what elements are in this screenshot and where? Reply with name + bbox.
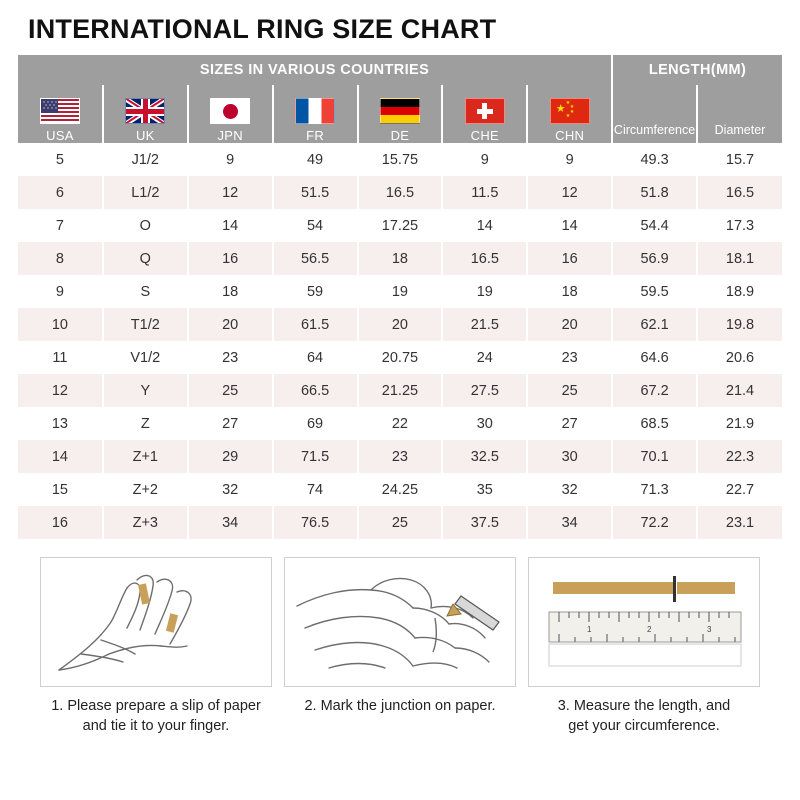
table-cell: 70.1 bbox=[612, 440, 697, 473]
hand-marking-paper-with-pen-illustration bbox=[285, 558, 515, 686]
table-cell: 20.6 bbox=[697, 341, 782, 374]
table-cell: 21.5 bbox=[442, 308, 527, 341]
table-cell: 34 bbox=[188, 506, 273, 539]
table-cell: 74 bbox=[273, 473, 358, 506]
table-cell: 54 bbox=[273, 209, 358, 242]
table-cell: 62.1 bbox=[612, 308, 697, 341]
table-cell: 24.25 bbox=[358, 473, 443, 506]
table-cell: 27 bbox=[188, 407, 273, 440]
table-cell: 34 bbox=[527, 506, 612, 539]
step-1-line-2: and tie it to your finger. bbox=[82, 718, 230, 734]
table-cell: 18 bbox=[188, 275, 273, 308]
table-row bbox=[18, 374, 782, 407]
table-cell: 19.8 bbox=[697, 308, 782, 341]
table-cell: 56.5 bbox=[273, 242, 358, 275]
column-code-uk: UK bbox=[135, 128, 155, 143]
table-row bbox=[18, 473, 782, 506]
table-row bbox=[18, 341, 782, 374]
step-2-line-1: 2. Mark the junction on paper. bbox=[304, 698, 496, 714]
table-cell: 32.5 bbox=[442, 440, 527, 473]
table-row bbox=[18, 308, 782, 341]
table-cell: 54.4 bbox=[612, 209, 697, 242]
table-cell: 14 bbox=[18, 440, 103, 473]
table-cell: 12 bbox=[18, 374, 103, 407]
column-code-de: DE bbox=[390, 128, 410, 143]
table-cell: 27.5 bbox=[442, 374, 527, 407]
flag-japan-icon bbox=[210, 98, 250, 124]
table-cell: 23 bbox=[358, 440, 443, 473]
ring-size-table bbox=[18, 55, 782, 539]
table-cell: 32 bbox=[188, 473, 273, 506]
table-cell: 12 bbox=[527, 176, 612, 209]
table-row bbox=[18, 275, 782, 308]
table-cell: 51.5 bbox=[273, 176, 358, 209]
table-cell: 16.5 bbox=[697, 176, 782, 209]
step-2-caption bbox=[284, 696, 516, 716]
table-row bbox=[18, 440, 782, 473]
table-cell: 7 bbox=[18, 209, 103, 242]
table-cell: 6 bbox=[18, 176, 103, 209]
column-header-jpn bbox=[188, 85, 273, 143]
table-cell: 17.25 bbox=[358, 209, 443, 242]
table-cell: 30 bbox=[442, 407, 527, 440]
table-cell: 25 bbox=[188, 374, 273, 407]
table-cell: 16.5 bbox=[358, 176, 443, 209]
table-cell: 23 bbox=[527, 341, 612, 374]
table-cell: 27 bbox=[527, 407, 612, 440]
table-cell: 24 bbox=[442, 341, 527, 374]
flag-china-icon: ★ ★ ★ ★ ★ bbox=[550, 98, 590, 124]
table-cell: 12 bbox=[188, 176, 273, 209]
table-row bbox=[18, 143, 782, 176]
table-cell: 20.75 bbox=[358, 341, 443, 374]
table-cell: 49.3 bbox=[612, 143, 697, 176]
table-cell: 71.5 bbox=[273, 440, 358, 473]
table-cell: 22.3 bbox=[697, 440, 782, 473]
table-cell: 61.5 bbox=[273, 308, 358, 341]
table-cell: 14 bbox=[527, 209, 612, 242]
table-cell: V1/2 bbox=[103, 341, 188, 374]
table-cell: 25 bbox=[527, 374, 612, 407]
table-cell: 25 bbox=[358, 506, 443, 539]
group-header-countries: SIZES IN VARIOUS COUNTRIES bbox=[18, 55, 612, 85]
step-3 bbox=[528, 557, 760, 736]
table-cell: 9 bbox=[442, 143, 527, 176]
flag-header-row bbox=[18, 85, 782, 143]
column-header-fr bbox=[273, 85, 358, 143]
step-2-image bbox=[284, 557, 516, 687]
table-cell: 20 bbox=[188, 308, 273, 341]
table-cell: 21.4 bbox=[697, 374, 782, 407]
table-cell: 22.7 bbox=[697, 473, 782, 506]
table-cell: 76.5 bbox=[273, 506, 358, 539]
svg-text:2: 2 bbox=[647, 625, 652, 634]
flag-usa-icon bbox=[40, 98, 80, 124]
table-cell: 56.9 bbox=[612, 242, 697, 275]
column-code-jpn: JPN bbox=[217, 128, 243, 143]
table-row bbox=[18, 506, 782, 539]
table-cell: 14 bbox=[442, 209, 527, 242]
table-cell: 21.25 bbox=[358, 374, 443, 407]
column-header-usa bbox=[18, 85, 103, 143]
table-row bbox=[18, 407, 782, 440]
table-cell: 14 bbox=[188, 209, 273, 242]
table-cell: 11.5 bbox=[442, 176, 527, 209]
svg-text:3: 3 bbox=[707, 625, 712, 634]
table-cell: 11 bbox=[18, 341, 103, 374]
step-1-image bbox=[40, 557, 272, 687]
step-1 bbox=[40, 557, 272, 736]
table-cell: T1/2 bbox=[103, 308, 188, 341]
table-cell: 22 bbox=[358, 407, 443, 440]
table-cell: 16 bbox=[188, 242, 273, 275]
table-cell: Z+2 bbox=[103, 473, 188, 506]
table-cell: 8 bbox=[18, 242, 103, 275]
column-header-diameter bbox=[697, 85, 782, 143]
table-cell: Z+3 bbox=[103, 506, 188, 539]
step-2 bbox=[284, 557, 516, 736]
table-cell: 18 bbox=[358, 242, 443, 275]
table-cell: 15.75 bbox=[358, 143, 443, 176]
flag-uk-icon bbox=[125, 98, 165, 124]
table-cell: 32 bbox=[527, 473, 612, 506]
table-cell: 18.1 bbox=[697, 242, 782, 275]
step-3-caption bbox=[528, 696, 760, 736]
table-cell: 66.5 bbox=[273, 374, 358, 407]
svg-text:1: 1 bbox=[587, 625, 592, 634]
table-cell: 35 bbox=[442, 473, 527, 506]
group-header-row bbox=[18, 55, 782, 85]
table-cell: Z+1 bbox=[103, 440, 188, 473]
column-label-circumference: Circumference bbox=[613, 123, 696, 137]
step-3-image bbox=[528, 557, 760, 687]
table-header bbox=[18, 55, 782, 143]
step-1-line-1: 1. Please prepare a slip of paper bbox=[51, 698, 261, 714]
ruler-measuring-paper-strip-illustration bbox=[529, 558, 759, 686]
flag-germany-icon bbox=[380, 98, 420, 124]
column-header-uk bbox=[103, 85, 188, 143]
column-code-chn: CHN bbox=[555, 128, 585, 143]
flag-switzerland-icon bbox=[465, 98, 505, 124]
table-cell: O bbox=[103, 209, 188, 242]
table-cell: 72.2 bbox=[612, 506, 697, 539]
step-3-line-1: 3. Measure the length, and bbox=[557, 698, 731, 714]
table-row bbox=[18, 176, 782, 209]
column-label-diameter: Diameter bbox=[714, 123, 766, 137]
table-cell: 20 bbox=[527, 308, 612, 341]
table-cell: 19 bbox=[442, 275, 527, 308]
table-body bbox=[18, 143, 782, 539]
table-cell: 15 bbox=[18, 473, 103, 506]
table-cell: 19 bbox=[358, 275, 443, 308]
table-cell: 10 bbox=[18, 308, 103, 341]
table-cell: 5 bbox=[18, 143, 103, 176]
column-header-che bbox=[442, 85, 527, 143]
column-code-fr: FR bbox=[306, 128, 325, 143]
instructions-section bbox=[18, 557, 782, 736]
table-cell: 23.1 bbox=[697, 506, 782, 539]
step-3-line-2: get your circumference. bbox=[568, 718, 720, 734]
table-row bbox=[18, 209, 782, 242]
table-cell: 69 bbox=[273, 407, 358, 440]
table-cell: 64.6 bbox=[612, 341, 697, 374]
table-cell: 18 bbox=[527, 275, 612, 308]
table-cell: 20 bbox=[358, 308, 443, 341]
table-cell: 16 bbox=[527, 242, 612, 275]
table-cell: 16 bbox=[18, 506, 103, 539]
table-cell: 9 bbox=[527, 143, 612, 176]
table-cell: 18.9 bbox=[697, 275, 782, 308]
page-title: INTERNATIONAL RING SIZE CHART bbox=[28, 14, 497, 44]
table-cell: J1/2 bbox=[103, 143, 188, 176]
table-cell: 15.7 bbox=[697, 143, 782, 176]
table-cell: 49 bbox=[273, 143, 358, 176]
column-header-de bbox=[358, 85, 443, 143]
table-cell: 64 bbox=[273, 341, 358, 374]
table-cell: L1/2 bbox=[103, 176, 188, 209]
table-cell: 29 bbox=[188, 440, 273, 473]
flag-france-icon bbox=[295, 98, 335, 124]
table-cell: 37.5 bbox=[442, 506, 527, 539]
table-row bbox=[18, 242, 782, 275]
column-code-usa: USA bbox=[46, 128, 74, 143]
step-1-caption bbox=[40, 696, 272, 736]
column-header-circumference bbox=[612, 85, 697, 143]
table-cell: 59 bbox=[273, 275, 358, 308]
table-cell: 9 bbox=[188, 143, 273, 176]
table-cell: 51.8 bbox=[612, 176, 697, 209]
table-cell: 23 bbox=[188, 341, 273, 374]
hand-with-paper-strip-illustration bbox=[41, 558, 271, 686]
group-header-length: LENGTH(MM) bbox=[612, 55, 782, 85]
column-header-chn bbox=[527, 85, 612, 143]
table-cell: 59.5 bbox=[612, 275, 697, 308]
table-cell: 30 bbox=[527, 440, 612, 473]
table-cell: Y bbox=[103, 374, 188, 407]
table-cell: Z bbox=[103, 407, 188, 440]
table-cell: S bbox=[103, 275, 188, 308]
table-cell: 16.5 bbox=[442, 242, 527, 275]
table-cell: 9 bbox=[18, 275, 103, 308]
table-cell: 21.9 bbox=[697, 407, 782, 440]
table-cell: 13 bbox=[18, 407, 103, 440]
table-cell: 17.3 bbox=[697, 209, 782, 242]
table-cell: 71.3 bbox=[612, 473, 697, 506]
column-code-che: CHE bbox=[470, 128, 499, 143]
table-cell: 67.2 bbox=[612, 374, 697, 407]
table-cell: 68.5 bbox=[612, 407, 697, 440]
table-cell: Q bbox=[103, 242, 188, 275]
